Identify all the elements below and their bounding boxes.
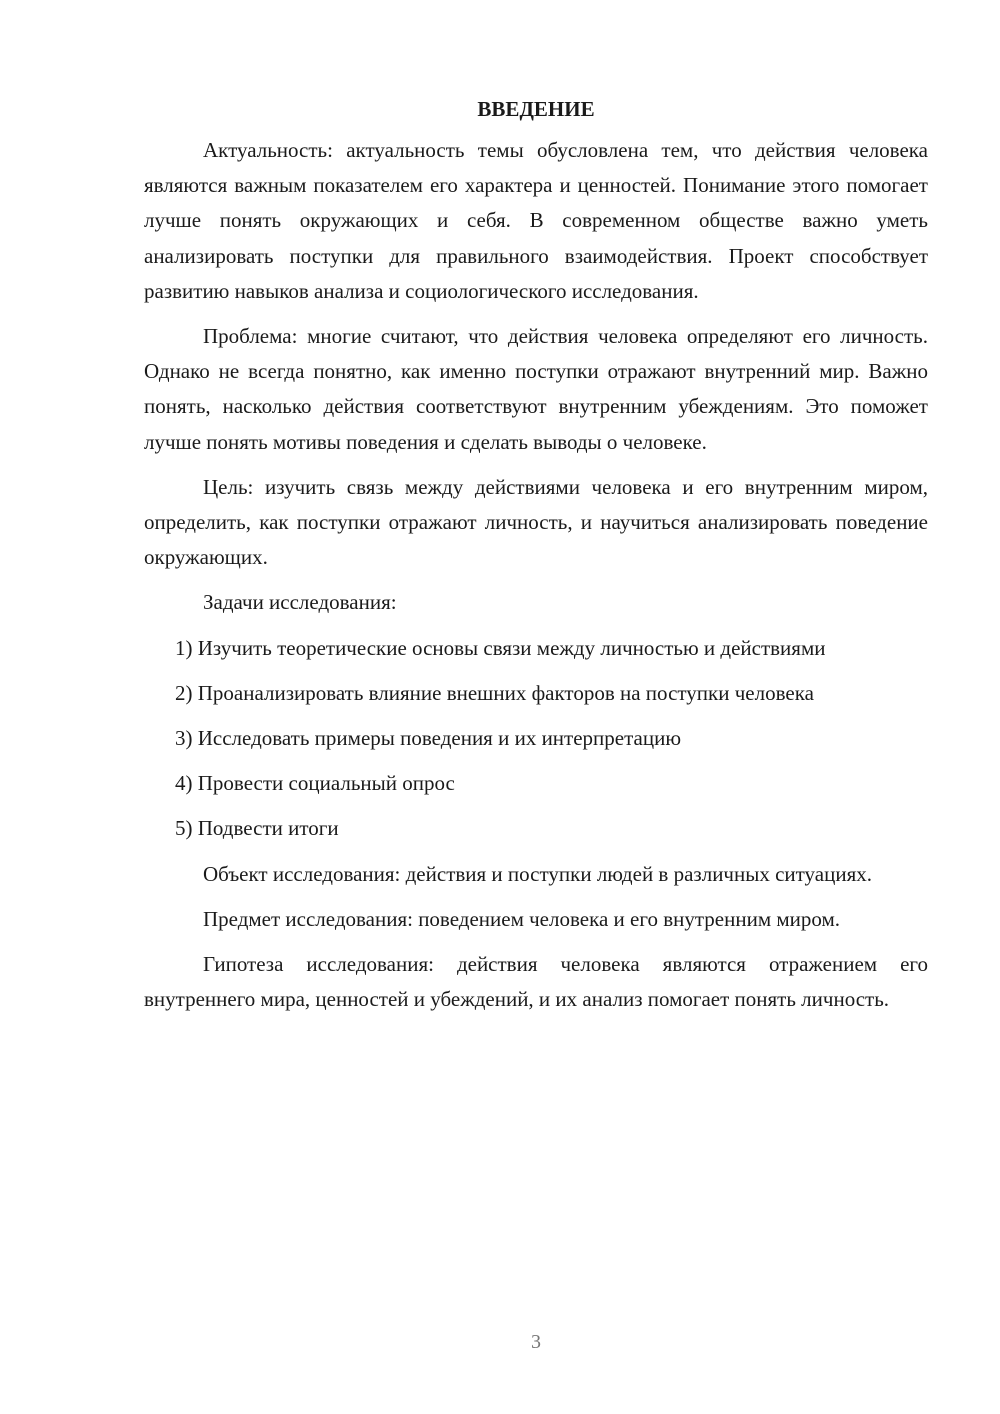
task-item: 1) Изучить теоретические основы связи между личностью и действиями (175, 635, 826, 660)
task-item: 5) Подвести итоги (175, 816, 339, 841)
section-title: ВВЕДЕНИЕ (477, 97, 595, 121)
task-item: 4) Провести социальный опрос (175, 771, 455, 796)
page-number: 3 (531, 1331, 541, 1353)
actuality-paragraph: Актуальность: актуальность темы обусловлена тем, что действия человека являются важным показателем его характера и ценностей. Понимание этого помогает лучше понять окружающих и себя. В современном обществе важно уметь анализировать поступки для правильного взаимодействия. Проект способствует развитию навыков анализа и социологического исследования. (144, 138, 928, 303)
tasks-heading: Задачи исследования: (203, 590, 397, 615)
problem-paragraph: Проблема: многие считают, что действия человека определяют его личность. Однако не всегда понятно, как именно поступки отражают внутренний мир. Важно понять, насколько действия соответствуют внутренним убеждениям. Это поможет лучше понять мотивы поведения и сделать выводы о человеке. (144, 324, 928, 454)
document-page (144, 92, 928, 1027)
task-item: 2) Проанализировать влияние внешних факторов на поступки человека (175, 680, 814, 705)
subject-paragraph: Предмет исследования: поведением человека и его внутренним миром. (203, 906, 841, 931)
object-paragraph: Объект исследования: действия и поступки людей в различных ситуациях. (203, 861, 872, 886)
hypothesis-paragraph: Гипотеза исследования: действия человека являются отражением его внутреннего мира, ценностей и убеждений, и их анализ помогает понять личность. (144, 952, 928, 1012)
tasks-list (144, 631, 928, 847)
goal-paragraph: Цель: изучить связь между действиями человека и его внутренним миром, определить, как поступки отражают личность, и научиться анализировать поведение окружающих. (144, 474, 928, 570)
task-item: 3) Исследовать примеры поведения и их интерпретацию (175, 726, 682, 751)
